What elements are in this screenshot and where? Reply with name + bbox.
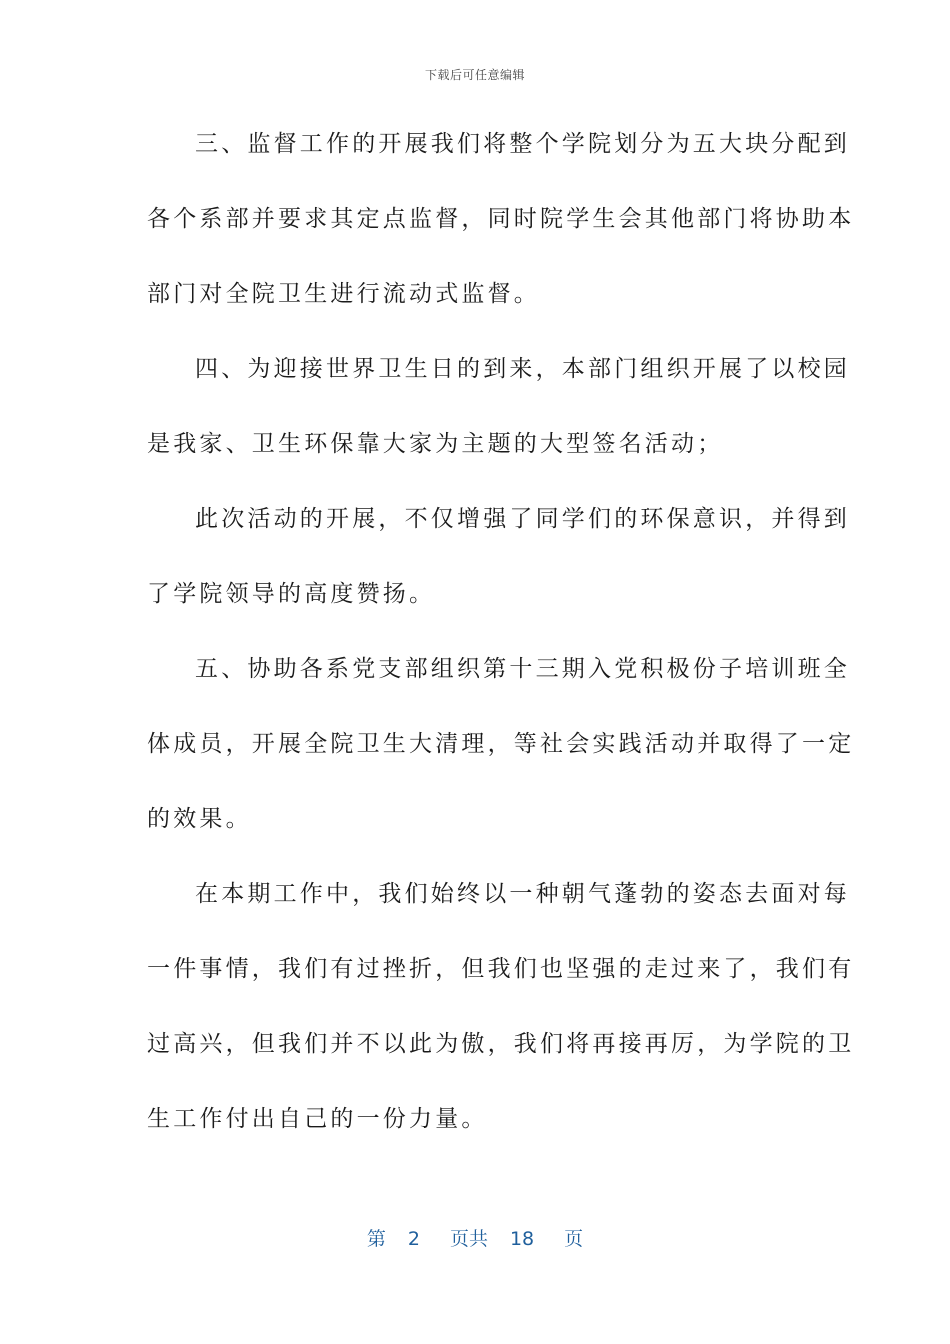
page-prefix: 第 [366, 1228, 386, 1250]
current-page-number: 2 [407, 1228, 420, 1250]
text-line: 部门对全院卫生进行流动式监督。 [147, 281, 540, 307]
page-suffix: 页 [564, 1228, 584, 1250]
text-line: 的效果。 [147, 806, 252, 832]
page-footer [0, 1224, 950, 1251]
text-line: 生工作付出自己的一份力量。 [147, 1106, 488, 1132]
text-line: 一件事情，我们有过挫折，但我们也坚强的走过来了，我们有 [147, 956, 855, 982]
text-line: 四、为迎接世界卫生日的到来，本部门组织开展了以校园 [195, 356, 850, 382]
text-line: 过高兴，但我们并不以此为傲，我们将再接再厉，为学院的卫 [147, 1031, 855, 1057]
text-line: 了学院领导的高度赞扬。 [147, 581, 436, 607]
text-line: 各个系部并要求其定点监督，同时院学生会其他部门将协助本 [147, 206, 855, 232]
document-body [147, 126, 855, 1176]
header-note: 下载后可任意编辑 [424, 68, 525, 82]
text-line: 五、协助各系党支部组织第十三期入党积极份子培训班全 [195, 656, 850, 682]
text-line: 是我家、卫生环保靠大家为主题的大型签名活动； [147, 431, 724, 457]
text-line: 体成员，开展全院卫生大清理，等社会实践活动并取得了一定 [147, 731, 855, 757]
text-line: 此次活动的开展，不仅增强了同学们的环保意识，并得到 [195, 506, 850, 532]
page-middle: 页共 [449, 1228, 488, 1250]
text-line: 三、监督工作的开展我们将整个学院划分为五大块分配到 [195, 131, 850, 157]
total-pages-number: 18 [509, 1228, 535, 1250]
text-line: 在本期工作中，我们始终以一种朝气蓬勃的姿态去面对每 [195, 881, 850, 907]
